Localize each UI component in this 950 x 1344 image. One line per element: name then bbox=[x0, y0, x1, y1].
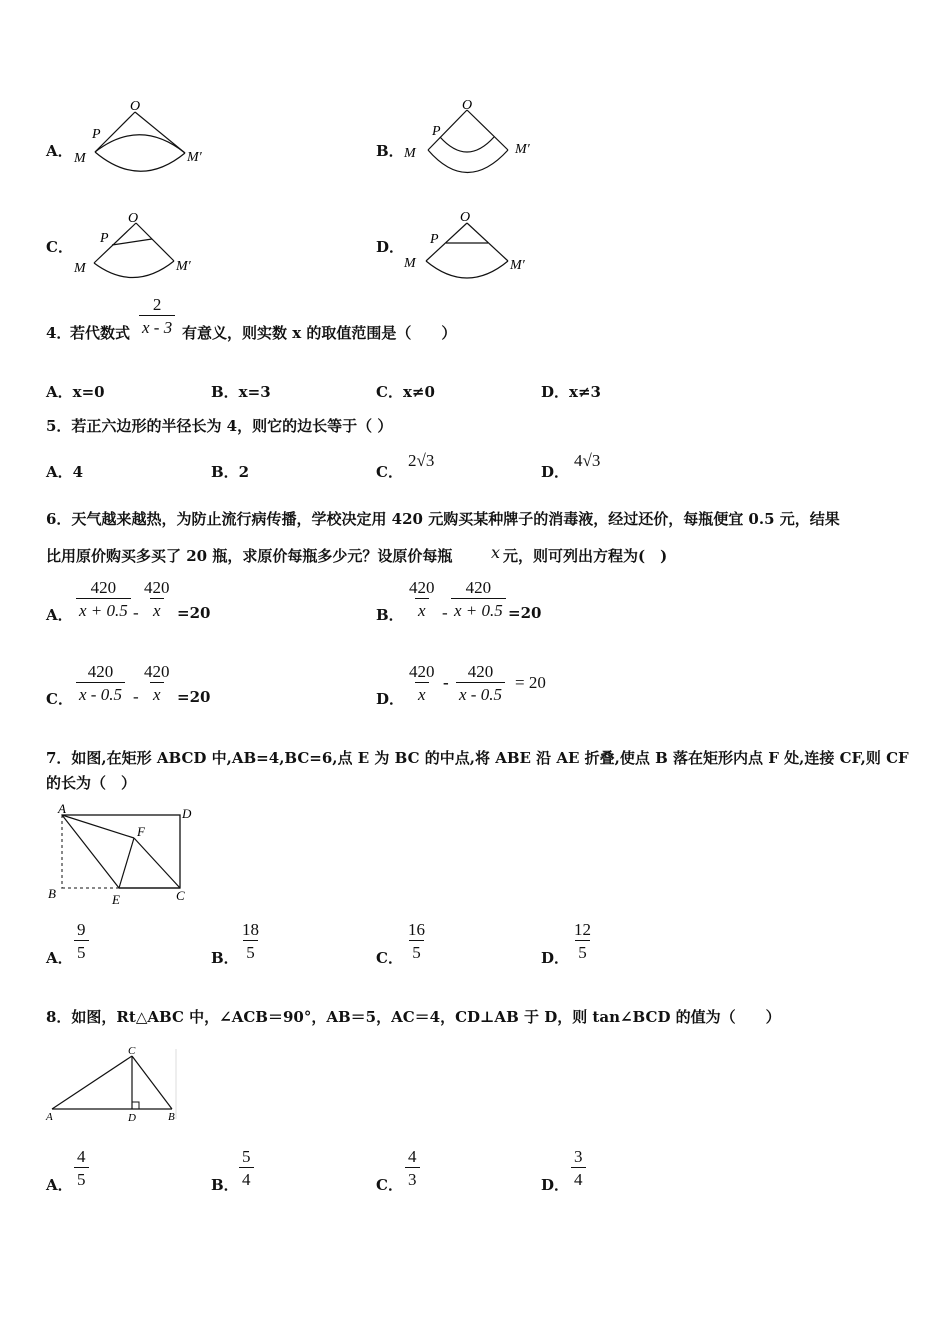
q6-variable: x bbox=[491, 543, 501, 562]
fraction: $\frac{18}{5}$ bbox=[242, 920, 259, 962]
q6-line2-after: 元，则可列出方程为( ) bbox=[503, 547, 668, 565]
svg-text:P: P bbox=[432, 124, 441, 139]
option-label: D． bbox=[376, 238, 405, 256]
radical-value: 2√3 bbox=[408, 451, 435, 470]
svg-text:P: P bbox=[430, 232, 439, 247]
question-7-line-2: 的长为（ ） bbox=[46, 774, 137, 792]
option-label: D． bbox=[376, 690, 405, 708]
sector-figure-c bbox=[70, 205, 220, 280]
question-6-line-1: 6．天气越来越热，为防止流行病传播，学校决定用 420 元购买某种牌子的消毒液，经过还价，每瓶便宜 0.5 元，结果 bbox=[46, 510, 840, 528]
question-7-line-1: 7．如图,在矩形 ABCD 中,AB=4,BC=6,点 E 为 BC 的中点,将 ABE 沿 AE 折叠,使点 B 落在矩形内点 F 处,连接 CF,则 CF bbox=[46, 749, 909, 767]
fraction: $\frac{4}{3}$ bbox=[405, 1147, 420, 1190]
option-label: C． bbox=[376, 463, 403, 481]
option-label: D． bbox=[541, 463, 570, 481]
question-8-text: 8．如图，Rt△ABC 中，∠ACB＝90°，AB＝5，AC＝4，CD⊥AB 于 D，则 tan∠BCD 的值为（ ） bbox=[46, 1008, 781, 1026]
option-label: A． bbox=[46, 142, 73, 160]
option-label: A． bbox=[46, 949, 73, 967]
equals-20: =20 bbox=[508, 604, 542, 622]
option-label: A． bbox=[46, 1176, 73, 1194]
fraction: $\frac{9}{5}$ bbox=[74, 920, 89, 963]
option-label: B． bbox=[211, 1176, 239, 1194]
svg-text:M: M bbox=[404, 256, 416, 271]
svg-text:B: B bbox=[168, 1111, 175, 1123]
q5-option-b[interactable]: B．2 bbox=[211, 463, 250, 481]
fraction: $\frac{420}{x}$ bbox=[144, 578, 170, 620]
svg-text:M′: M′ bbox=[187, 150, 202, 165]
fraction: $\frac{420}{x}$ bbox=[409, 662, 435, 704]
option-label: B． bbox=[376, 606, 404, 624]
fraction: $\frac{420}{x}$ bbox=[144, 662, 170, 704]
svg-text:A: A bbox=[46, 1111, 53, 1123]
fraction: $\frac{3}{4}$ bbox=[571, 1147, 586, 1190]
q8-triangle-figure bbox=[44, 1044, 184, 1126]
svg-text:C: C bbox=[128, 1045, 136, 1057]
option-label: D． bbox=[541, 1176, 570, 1194]
q6-line2-before: 比用原价购买多买了 20 瓶，求原价每瓶多少元？设原价每瓶 bbox=[46, 547, 453, 565]
minus-sign: - bbox=[133, 603, 139, 622]
svg-text:O: O bbox=[130, 99, 141, 114]
option-label: B． bbox=[211, 949, 239, 967]
sector-figure-b bbox=[400, 95, 550, 175]
svg-text:M: M bbox=[74, 151, 86, 166]
q4-option-a[interactable]: A．x=0 bbox=[46, 383, 105, 401]
option-label: A． bbox=[46, 606, 73, 624]
svg-text:C: C bbox=[176, 888, 185, 903]
svg-text:O: O bbox=[128, 211, 139, 226]
option-label: C． bbox=[46, 690, 73, 708]
q4-option-b[interactable]: B．x=3 bbox=[211, 383, 271, 401]
q4-option-d[interactable]: D．x≠3 bbox=[541, 383, 601, 401]
svg-text:F: F bbox=[137, 824, 145, 839]
fraction: $\frac{16}{5}$ bbox=[408, 920, 425, 962]
svg-text:P: P bbox=[92, 127, 101, 142]
minus-sign: - bbox=[442, 603, 448, 622]
svg-text:A: A bbox=[58, 801, 66, 816]
sector-figure-d bbox=[400, 205, 550, 280]
fraction: $\frac{5}{4}$ bbox=[239, 1147, 254, 1190]
fraction: $\frac{4}{5}$ bbox=[74, 1147, 89, 1190]
sector-figure-a bbox=[70, 95, 220, 175]
svg-text:D: D bbox=[128, 1112, 136, 1124]
equals-20: = 20 bbox=[515, 673, 546, 692]
svg-text:P: P bbox=[100, 231, 109, 246]
q4-option-c[interactable]: C．x≠0 bbox=[376, 383, 435, 401]
equals-20: =20 bbox=[177, 604, 211, 622]
svg-text:O: O bbox=[462, 98, 473, 113]
fraction: $\frac{420}{x - 0.5}$ bbox=[456, 662, 505, 705]
svg-text:M: M bbox=[74, 261, 86, 276]
option-label: C． bbox=[376, 949, 403, 967]
minus-sign: - bbox=[133, 687, 139, 706]
svg-text:E: E bbox=[112, 892, 120, 907]
svg-text:B: B bbox=[48, 886, 56, 901]
question-text-before: 若代数式 bbox=[70, 324, 131, 342]
radical-value: 4√3 bbox=[574, 451, 601, 470]
svg-text:M′: M′ bbox=[515, 142, 530, 157]
svg-text:M: M bbox=[404, 146, 416, 161]
svg-text:M′: M′ bbox=[510, 258, 525, 273]
question-5-text: 5．若正六边形的半径长为 4，则它的边长等于（ ） bbox=[46, 417, 393, 435]
fraction: $\frac{2}{x - 3}$ bbox=[139, 295, 175, 338]
option-label: D． bbox=[541, 949, 570, 967]
q5-option-a[interactable]: A．4 bbox=[46, 463, 84, 481]
option-label: C． bbox=[46, 238, 73, 256]
fraction: $\frac{420}{x - 0.5}$ bbox=[76, 662, 125, 705]
fraction: $\frac{12}{5}$ bbox=[574, 920, 591, 962]
question-text-after: 有意义，则实数 x 的取值范围是（ ） bbox=[182, 324, 457, 342]
question-number: 4． bbox=[46, 324, 72, 342]
svg-text:M′: M′ bbox=[176, 259, 191, 274]
fraction: $\frac{420}{x + 0.5}$ bbox=[451, 578, 506, 621]
minus-sign: - bbox=[443, 673, 449, 692]
fraction: $\frac{420}{x + 0.5}$ bbox=[76, 578, 131, 621]
option-label: B． bbox=[376, 142, 404, 160]
equals-20: =20 bbox=[177, 688, 211, 706]
svg-text:O: O bbox=[460, 210, 471, 225]
svg-text:D: D bbox=[182, 806, 192, 821]
fraction: $\frac{420}{x}$ bbox=[409, 578, 435, 620]
q7-rectangle-figure bbox=[44, 800, 204, 910]
option-label: C． bbox=[376, 1176, 403, 1194]
